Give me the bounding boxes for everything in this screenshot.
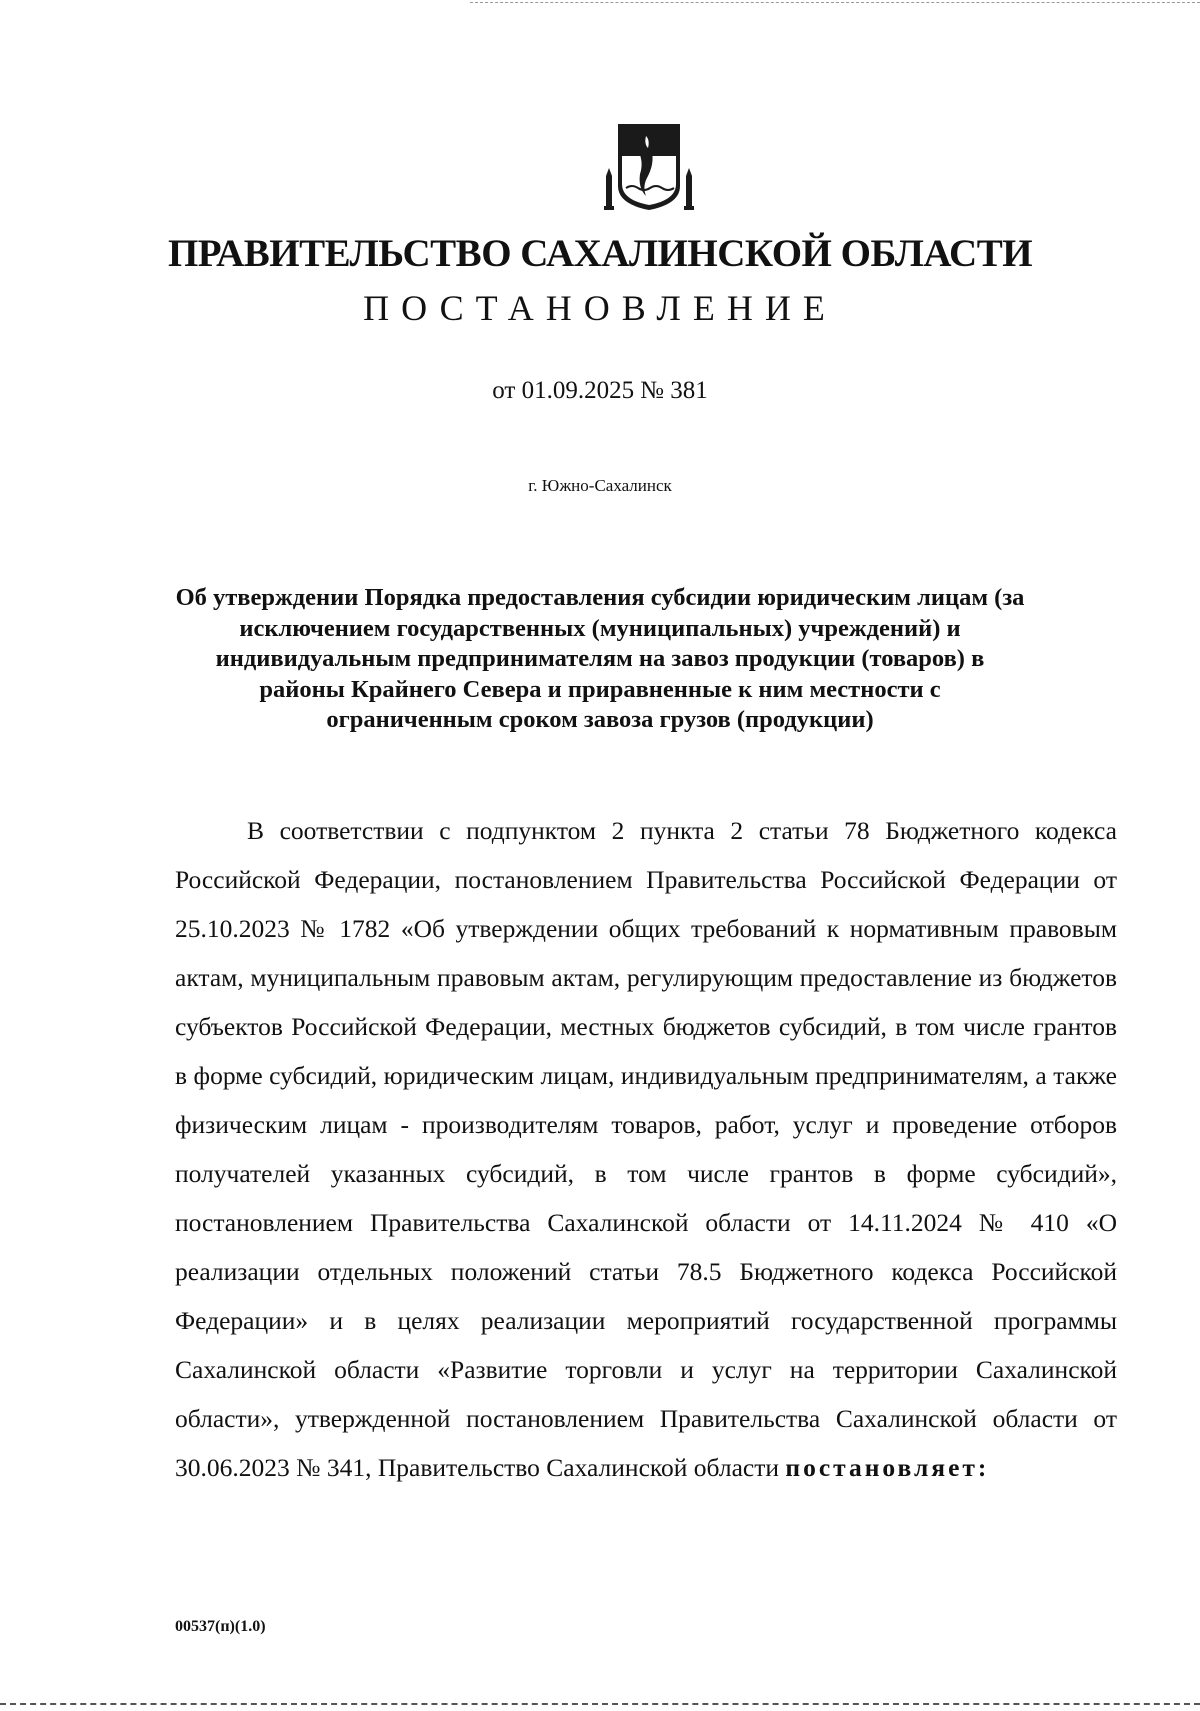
document-code: 00537(п)(1.0) xyxy=(175,1618,266,1635)
document-number: № 381 xyxy=(640,377,708,404)
body-paragraph-text: В соответствии с подпунктом 2 пункта 2 статьи 78 Бюджетного кодекса Российской Федерации, постановлением Правительства Российской Федерации от 25.10.2023 № 1782 «Об утверждении общих требований к нормативным правовым актам, муниципальным правовым актам, регулирующим предоставление из бюджетов субъектов Российской Федерации, местных бюджетов субсидий, в том числе грантов в форме субсидий, юридическим лицам, индивидуальным предпринимателям, а также физическим лицам - производителям товаров, работ, услуг и проведение отборов получателей указанных субсидий, в том числе грантов в форме субсидий», постановлением Правительства Сахалинской области от 14.11.2024 № 410 «О реализации отдельных положений статьи 78.5 Бюджетного кодекса Российской Федерации» и в целях реализации мероприятий государственной программы Сахалинской области «Развитие торговли и услуг на территории Сахалинской области», утвержденной постановлением Правительства Сахалинской области от 30.06.2023 № 341, Правительство Сахалинской области xyxy=(175,816,1117,1482)
document-date: от 01.09.2025 xyxy=(492,377,635,404)
document-body xyxy=(175,806,1117,1492)
decision-word: постановляет xyxy=(785,1453,978,1482)
document-subject: Об утверждении Порядка предоставления субсидии юридическим лицам (за исключением государственных (муниципальных) учреждений) и индивидуальным предпринимателям на завоз продукции (товаров) в районы Крайнего Севера и приравненные к ним местности с ограниченным сроком завоза грузов (продукции) xyxy=(175,584,1025,733)
bottom-edge-rule xyxy=(0,1703,1200,1705)
top-edge-rule xyxy=(470,2,1200,3)
government-name: ПРАВИТЕЛЬСТВО САХАЛИНСКОЙ ОБЛАСТИ xyxy=(167,232,1033,275)
document-type: ПОСТАНОВЛЕНИЕ xyxy=(363,288,837,328)
decision-suffix: : xyxy=(977,1453,990,1482)
document-city: г. Южно-Сахалинск xyxy=(528,476,672,495)
body-paragraph xyxy=(175,806,1117,1492)
sakhalin-coat-of-arms-icon xyxy=(600,116,698,212)
document-date-line xyxy=(0,374,1200,408)
